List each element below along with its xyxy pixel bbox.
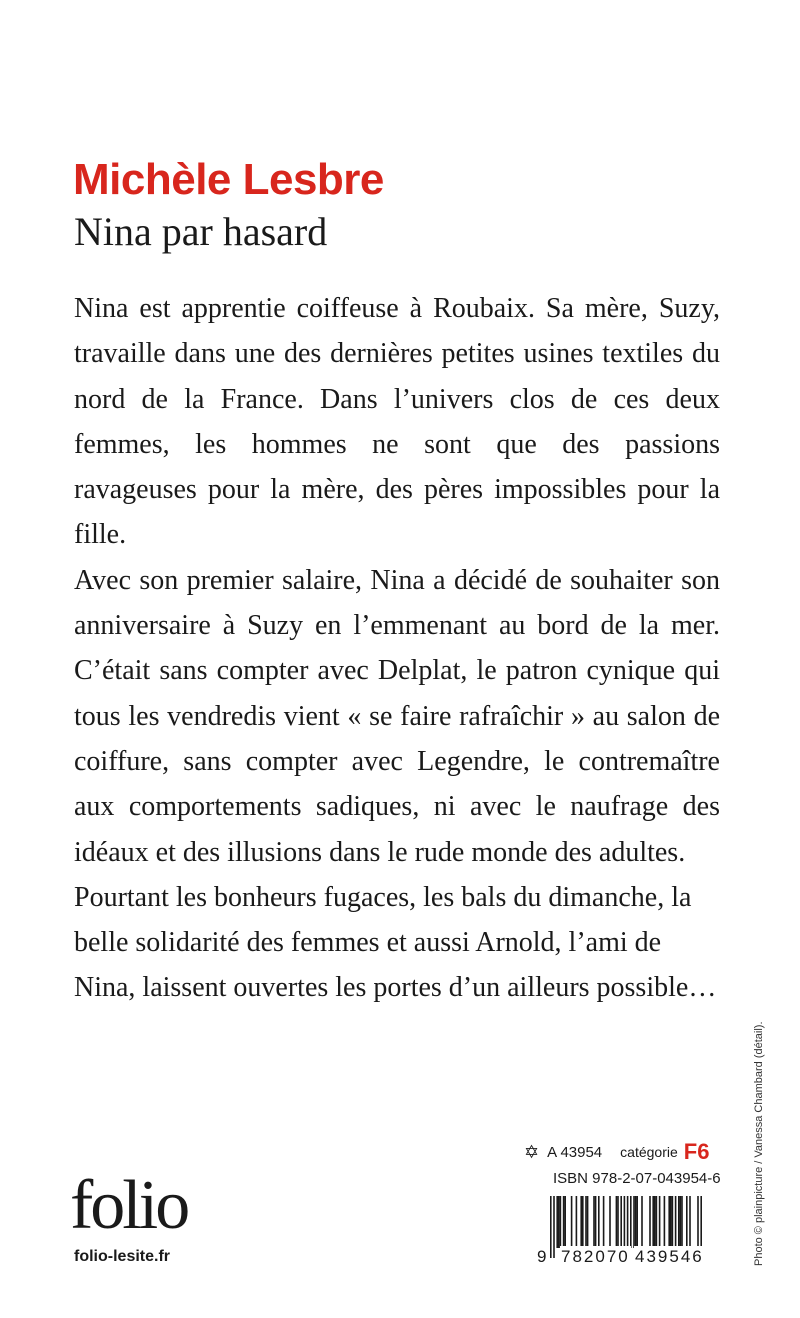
barcode-bar — [556, 1196, 558, 1248]
barcode-bar — [585, 1196, 587, 1248]
author-name: Michèle Lesbre — [73, 155, 384, 204]
barcode-bar — [617, 1196, 619, 1248]
barcode-bar — [598, 1196, 600, 1248]
barcode-bar — [686, 1196, 688, 1248]
barcode-right-group: 439546 — [635, 1247, 704, 1266]
barcode-bar — [558, 1196, 560, 1248]
barcode-bar — [664, 1196, 666, 1248]
barcode-bar — [652, 1196, 654, 1248]
barcode-bar — [603, 1196, 605, 1248]
blurb-paragraph-1: Nina est apprentie coiffeuse à Roubaix. Sa mère, Suzy, travaille dans une des dernières petites usines textiles du nord de la France. Dans l’univers clos de ces deux femmes, les hommes ne sont que des passions ravageuses pour la mère, des pères impossibles pour la fille. — [74, 293, 720, 551]
barcode-bar — [670, 1196, 672, 1248]
barcode-bar — [635, 1196, 637, 1248]
category-label: catégorie — [620, 1144, 678, 1160]
barcode-bar — [553, 1196, 555, 1258]
barcode-bar — [580, 1196, 582, 1248]
barcode-bar — [550, 1196, 552, 1258]
category-value: F6 — [683, 1139, 710, 1164]
barcode-bar — [681, 1196, 683, 1248]
barcode-first-digit: 9 — [537, 1247, 547, 1266]
barcode-bar — [609, 1196, 611, 1248]
star-of-david-icon: ✡ — [524, 1141, 540, 1162]
isbn-text: ISBN 978-2-07-043954-6 — [553, 1170, 721, 1187]
barcode-bar — [630, 1196, 632, 1248]
barcode-bar — [672, 1196, 674, 1248]
barcode-bar — [593, 1196, 595, 1248]
back-cover-blurb — [74, 286, 720, 1011]
barcode-bar — [656, 1196, 658, 1248]
barcode-bar — [576, 1196, 578, 1248]
barcode-bar — [689, 1196, 691, 1248]
blurb-paragraph-2: Avec son premier salaire, Nina a décidé de souhaiter son anniversaire à Suzy en l’emmenant au bord de la mer. C’était sans compter avec Delplat, le patron cynique qui tous les vendredis vient « se faire rafraîchir » au salon de coiffure, sans compter avec Legendre, le contremaître aux comportements sadiques, ni avec le naufrage des idéaux et des illusions dans le rude monde des adultes. — [74, 564, 720, 868]
barcode-bar — [571, 1196, 573, 1248]
barcode — [536, 1196, 716, 1274]
catalog-line — [524, 1137, 709, 1167]
barcode-bar — [649, 1196, 651, 1248]
barcode-bar — [595, 1196, 597, 1248]
photo-credit: Photo © plainpicture / Vanessa Chambard (détail). — [753, 1021, 765, 1266]
barcode-bar — [616, 1196, 618, 1248]
barcode-bar — [659, 1196, 661, 1248]
barcode-bar — [563, 1196, 565, 1248]
folio-logo: folio — [70, 1167, 188, 1244]
barcode-left-group: 782070 — [561, 1247, 630, 1266]
barcode-bar — [564, 1196, 566, 1248]
barcode-bar — [641, 1196, 643, 1248]
barcode-bar — [680, 1196, 682, 1248]
book-title: Nina par hasard — [74, 209, 328, 254]
catalog-code: A 43954 — [547, 1143, 603, 1161]
blurb-paragraph-3: Pourtant les bonheurs fugaces, les bals du dimanche, la belle solidarité des femmes et aussi Arnold, l’ami de Nina, laissent ouvertes les portes d’un ailleurs possible… — [74, 881, 717, 1004]
barcode-bar — [620, 1196, 622, 1248]
barcode-bar — [678, 1196, 680, 1248]
barcode-bar — [654, 1196, 656, 1248]
barcode-bar — [560, 1196, 562, 1248]
barcode-bar — [633, 1196, 635, 1248]
barcode-bar — [587, 1196, 589, 1248]
barcode-bar — [675, 1196, 677, 1248]
barcode-bar — [636, 1196, 638, 1248]
barcode-bar — [668, 1196, 670, 1248]
publisher-website: folio-lesite.fr — [74, 1248, 171, 1265]
barcode-bar — [582, 1196, 584, 1248]
